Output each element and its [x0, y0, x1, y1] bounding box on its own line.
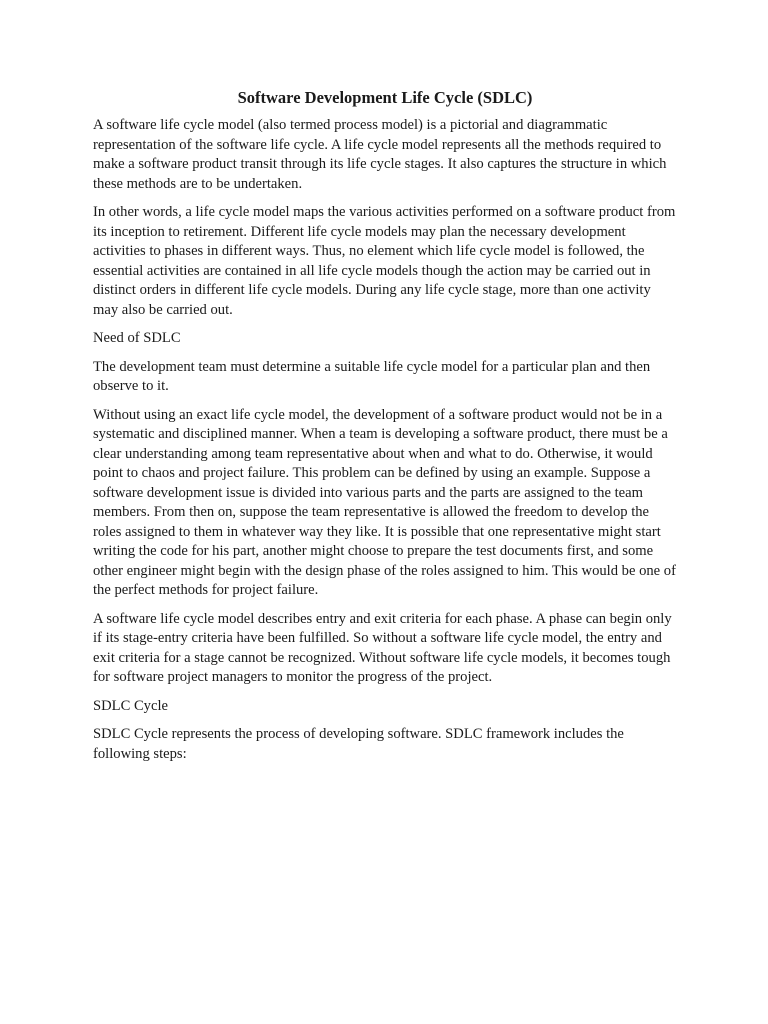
document-title: Software Development Life Cycle (SDLC) [237, 88, 533, 107]
section-heading-sdlc-cycle: SDLC Cycle [93, 697, 168, 714]
paragraph-choose-model: The development team must determine a suitable life cycle model for a particular plan and then observe to it. [93, 358, 651, 394]
paragraph-life-cycle-activities: In other words, a life cycle model maps the various activities performed on a software product from its inception to retirement. Different life cycle models may plan the necessary development activities to phases in different ways. Thus, no element which life cycle model is followed, the essential activities are contained in all life cycle models though the action may be carried out in distinct orders in different life cycle models. During any life cycle stage, more than one activity may also be carried out. [93, 204, 676, 318]
paragraph-sdlc-definition: A software life cycle model (also termed process model) is a pictorial and diagrammatic representation of the software life cycle. A life cycle model represents all the methods required to make a software product transit through its life cycle stages. It also captures the structure in which these methods are to be undertaken. [93, 117, 667, 192]
document-body [93, 88, 677, 773]
section-heading-need-of-sdlc: Need of SDLC [93, 330, 181, 346]
paragraph-without-model: Without using an exact life cycle model, the development of a software product would not be in a systematic and disciplined manner. When a team is developing a software product, there must be a clear understanding among team representative about when and what to do. Otherwise, it would point to chaos and project failure. This problem can be defined by using an example. Suppose a software development issue is divided into various parts and the parts are assigned to the team members. From then on, suppose the team representative is allowed the freedom to develop the roles assigned to them in whatever way they like. It is possible that one representative might start writing the code for his part, another might choose to prepare the test documents first, and some other engineer might begin with the design phase of the roles assigned to him. This would be one of the perfect methods for project failure. [93, 406, 676, 598]
paragraph-entry-exit-criteria: A software life cycle model describes entry and exit criteria for each phase. A phase can begin only if its stage-entry criteria have been fulfilled. So without a software life cycle model, the entry and exit criteria for a stage cannot be recognized. Without software life cycle models, it becomes tough for software project managers to monitor the progress of the project. [93, 610, 672, 685]
paragraph-sdlc-steps: SDLC Cycle represents the process of developing software. SDLC framework includes the following steps: [93, 726, 624, 762]
